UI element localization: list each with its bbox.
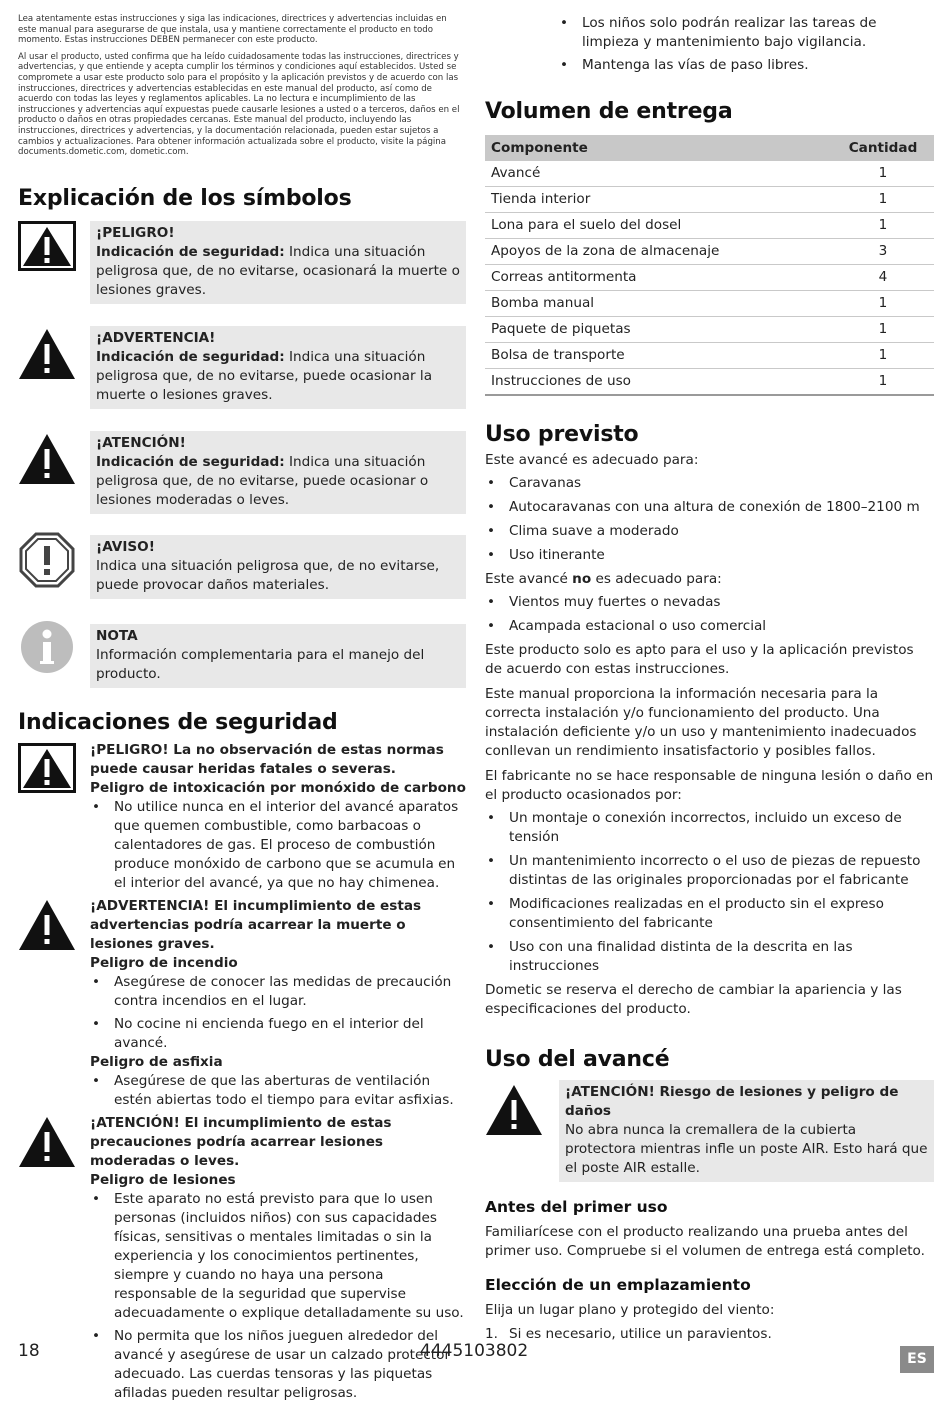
caution-text: No abra nunca la cremallera de la cubierta protectora mientras infle un poste AIR. Esto hará que el poste AIR estalle.: [565, 1122, 928, 1176]
continued-list: [558, 14, 934, 75]
symbol-lead: Indicación de seguridad:: [96, 348, 285, 365]
section-title-symbols: Explicación de los símbolos: [18, 185, 352, 211]
symbol-description: [90, 431, 466, 514]
symbol-peligro: [18, 221, 466, 304]
symbol-description: [90, 535, 466, 599]
paragraph: Familiarícese con el producto realizando una prueba antes del primer uso. Compruebe si el volumen de entrega está completo.: [485, 1224, 925, 1259]
symbol-lead: Indicación de seguridad:: [96, 453, 285, 470]
table-row: [485, 369, 934, 396]
symbol-title: ¡PELIGRO!: [96, 224, 175, 241]
safety-subheading: Peligro de lesiones: [90, 1171, 236, 1188]
list-item: • Clima suave a moderado: [485, 522, 934, 541]
quantity-cell: 1: [832, 187, 934, 213]
symbol-title: ¡ATENCIÓN!: [96, 434, 186, 451]
list-item: • Un mantenimiento incorrecto o el uso de piezas de repuesto distintas de las originales proporcionadas por el fabricante: [485, 852, 934, 890]
section-title-use: Uso previsto: [485, 422, 639, 447]
text-fragment: es adecuado para:: [591, 571, 722, 587]
quantity-cell: 3: [832, 239, 934, 265]
delivery-table: [485, 135, 934, 396]
quantity-cell: 1: [832, 213, 934, 239]
component-cell: Bomba manual: [485, 291, 832, 317]
caution-triangle-icon: [18, 1116, 76, 1168]
quantity-cell: 1: [832, 161, 934, 187]
list-item: • Un montaje o conexión incorrectos, incluido un exceso de tensión: [485, 809, 934, 847]
step-number: 1.: [485, 1326, 498, 1342]
quantity-cell: 1: [832, 343, 934, 369]
symbol-lead: Indicación de seguridad:: [96, 243, 285, 260]
safety-list: [90, 1190, 466, 1403]
safety-list: [90, 973, 466, 1053]
symbol-title: ¡AVISO!: [96, 538, 155, 555]
emphasis: no: [572, 571, 592, 587]
quantity-cell: 1: [832, 291, 934, 317]
list-item: • Uso itinerante: [485, 546, 934, 565]
table-row: [485, 291, 934, 317]
list-item: • Asegúrese de que las aberturas de ventilación estén abiertas todo el tiempo para evitar asfixias.: [90, 1072, 466, 1110]
symbol-text: Indica una situación peligrosa que, de no evitarse, ocasionará la muerte o lesiones graves.: [96, 243, 460, 298]
quantity-cell: 4: [832, 265, 934, 291]
table-row: [485, 239, 934, 265]
liability-list: [485, 809, 934, 976]
document-code: 4445103802: [420, 1341, 529, 1361]
list-item: • Caravanas: [485, 474, 934, 493]
column-header-component: Componente: [485, 135, 832, 161]
safety-heading: ¡ADVERTENCIA! El incumplimiento de estas advertencias podría acarrear la muerte o lesiones graves.: [90, 897, 422, 952]
table-row: [485, 317, 934, 343]
safety-subheading: Peligro de intoxicación por monóxido de carbono: [90, 779, 466, 796]
safety-list: [90, 798, 466, 893]
intro-paragraph: Lea atentamente estas instrucciones y siga las indicaciones, directrices y advertencias incluidas en este manual para asegurarse de que instala, usa y mantiene correctamente el producto en todo momento. Estas instrucciones DEBEN permanecer con este producto.: [18, 14, 447, 46]
table-header-row: [485, 135, 934, 161]
section-title-usage: Uso del avancé: [485, 1047, 670, 1072]
table-row: [485, 213, 934, 239]
left-column: [18, 14, 466, 1403]
right-column: [485, 14, 934, 1344]
paragraph: [485, 570, 934, 589]
safety-subheading: Peligro de asfixia: [90, 1053, 223, 1070]
subsection-title-first-use: Antes del primer uso: [485, 1198, 668, 1216]
column-header-quantity: Cantidad: [832, 135, 934, 161]
paragraph: Este avancé es adecuado para:: [485, 452, 699, 468]
paragraph: Este producto solo es apto para el uso y la aplicación previstos de acuerdo con estas instrucciones.: [485, 642, 914, 677]
subsection-title-location: Elección de un emplazamiento: [485, 1276, 751, 1294]
safety-list: [90, 1072, 466, 1110]
usage-caution: [485, 1080, 934, 1182]
page-number: 18: [18, 1341, 40, 1361]
component-cell: Tienda interior: [485, 187, 832, 213]
symbol-advertencia: [18, 326, 466, 409]
safety-body: [90, 741, 466, 893]
safety-heading: ¡PELIGRO! La no observación de estas normas puede causar heridas fatales o severas.: [90, 741, 444, 777]
symbol-text: Indica una situación peligrosa que, de no evitarse, puede ocasionar o lesiones moderadas o leves.: [96, 453, 429, 508]
list-item: • No permita que los niños jueguen alrededor del avancé y asegúrese de usar un calzado protector adecuado. Las cuerdas tensoras y las piquetas afiladas pueden resultar peligrosas.: [90, 1327, 466, 1403]
list-item: • Uso con una finalidad distinta de la descrita en las instrucciones: [485, 938, 934, 976]
list-item: • Asegúrese de conocer las medidas de precaución contra incendios en el lugar.: [90, 973, 466, 1011]
warning-triangle-icon: [18, 899, 76, 951]
safety-peligro: [18, 741, 466, 893]
safety-heading: ¡ATENCIÓN! El incumplimiento de estas precauciones podría acarrear lesiones moderadas o leves.: [90, 1114, 392, 1169]
quantity-cell: 1: [832, 317, 934, 343]
suitable-list: [485, 474, 934, 565]
not-suitable-list: [485, 593, 934, 636]
table-row: [485, 187, 934, 213]
symbol-description: [90, 326, 466, 409]
list-item: • Vientos muy fuertes o nevadas: [485, 593, 934, 612]
caution-title: ¡ATENCIÓN! Riesgo de lesiones y peligro de daños: [565, 1084, 899, 1119]
paragraph: Elija un lugar plano y protegido del viento:: [485, 1302, 775, 1318]
component-cell: Avancé: [485, 161, 832, 187]
intro-paragraph: Al usar el producto, usted confirma que ha leído cuidadosamente todas las instrucciones, directrices y advertencias, y que entiende y acepta cumplir los términos y condiciones aquí establecidos. Usted se compromete a usar este producto solo para el propósito y la aplicación previstos y de acuerdo con las instrucciones, directrices y advertencias establecidas en este manual del producto, así como de acuerdo con todas las leyes y reglamentos aplicables. La no lectura e incumplimiento de las instrucciones y advertencias aquí expuestas puede causarle lesiones a usted o a terceros, daños en el producto o daños en otras propiedades cercanas. Este manual del producto, incluyendo las instrucciones, directrices y advertencias, y la documentación relacionada, pueden estar sujetos a cambios y actualizaciones. Para obtener información actualizada sobre el producto, visite la página documents.dometic.com, dometic.com.: [18, 51, 460, 158]
use-section: [485, 451, 934, 1019]
notice-octagon-icon: [18, 531, 76, 589]
symbol-description: [90, 624, 466, 688]
component-cell: Apoyos de la zona de almacenaje: [485, 239, 832, 265]
component-cell: Paquete de piquetas: [485, 317, 832, 343]
safety-atencion: [18, 1114, 466, 1403]
symbol-title: NOTA: [96, 627, 138, 644]
symbol-text: Indica una situación peligrosa que, de no evitarse, puede provocar daños materiales.: [96, 557, 440, 593]
caution-box: [559, 1080, 934, 1182]
list-item: • No utilice nunca en el interior del avancé aparatos que quemen combustible, como barbacoas o calentadores de gas. El proceso de combustión produce monóxido de carbono que se acumula en el interior del avancé, ya que no hay chimenea.: [90, 798, 466, 893]
step-text: Si es necesario, utilice un paravientos.: [509, 1326, 772, 1342]
symbol-text: Indica una situación peligrosa que, de no evitarse, puede ocasionar la muerte o lesiones graves.: [96, 348, 433, 403]
table-row: [485, 161, 934, 187]
warning-triangle-icon: [18, 328, 76, 380]
paragraph: Dometic se reserva el derecho de cambiar la apariencia y las especificaciones del producto.: [485, 982, 902, 1017]
component-cell: Bolsa de transporte: [485, 343, 832, 369]
safety-body: [90, 1114, 466, 1403]
section-title-safety: Indicaciones de seguridad: [18, 709, 338, 735]
list-item: • Este aparato no está previsto para que lo usen personas (incluidos niños) con sus capacidades físicas, sensitivas o mentales limitadas o sin la experiencia y los conocimientos pertinentes, siempre y cuando no haya una persona responsable de la seguridad que supervise adecuadamente o explique detalladamente su uso.: [90, 1190, 466, 1323]
paragraph: El fabricante no se hace responsable de ninguna lesión o daño en el producto ocasionados por:: [485, 768, 934, 803]
danger-warning-icon: [18, 743, 76, 793]
section-title-delivery: Volumen de entrega: [485, 99, 733, 124]
text-fragment: Este avancé: [485, 571, 573, 587]
table-row: [485, 343, 934, 369]
numbered-step: [485, 1325, 934, 1344]
safety-advertencia: [18, 897, 466, 1110]
component-cell: Instrucciones de uso: [485, 369, 832, 396]
quantity-cell: 1: [832, 369, 934, 396]
safety-body: [90, 897, 466, 1110]
list-item: • Los niños solo podrán realizar las tareas de limpieza y mantenimiento bajo vigilancia.: [558, 14, 934, 52]
language-badge: ES: [900, 1346, 934, 1373]
list-item: • Autocaravanas con una altura de conexión de 1800–2100 m: [485, 498, 934, 517]
symbol-title: ¡ADVERTENCIA!: [96, 329, 216, 346]
safety-subheading: Peligro de incendio: [90, 954, 238, 971]
delivery-table-body: [485, 161, 934, 395]
symbol-text: Información complementaria para el manejo del producto.: [96, 646, 425, 682]
list-item: • No cocine ni encienda fuego en el interior del avancé.: [90, 1015, 466, 1053]
list-item: • Acampada estacional o uso comercial: [485, 617, 934, 636]
caution-triangle-icon: [18, 433, 76, 485]
list-item: • Mantenga las vías de paso libres.: [558, 56, 934, 75]
symbol-description: [90, 221, 466, 304]
list-item: • Modificaciones realizadas en el producto sin el expreso consentimiento del fabricante: [485, 895, 934, 933]
caution-triangle-icon: [485, 1084, 543, 1136]
info-icon: [18, 618, 76, 676]
danger-warning-icon: [18, 221, 76, 271]
paragraph: Este manual proporciona la información necesaria para la correcta instalación y/o funcionamiento del producto. Una instalación deficiente y/o un uso y mantenimiento inadecuados conllevan un rendimiento insatisfactorio y posibles fallos.: [485, 686, 917, 759]
intro-text: [18, 14, 466, 158]
component-cell: Lona para el suelo del dosel: [485, 213, 832, 239]
symbol-nota: [18, 624, 466, 688]
symbol-atencion: [18, 431, 466, 514]
symbol-aviso: [18, 535, 466, 599]
table-row: [485, 265, 934, 291]
component-cell: Correas antitormenta: [485, 265, 832, 291]
